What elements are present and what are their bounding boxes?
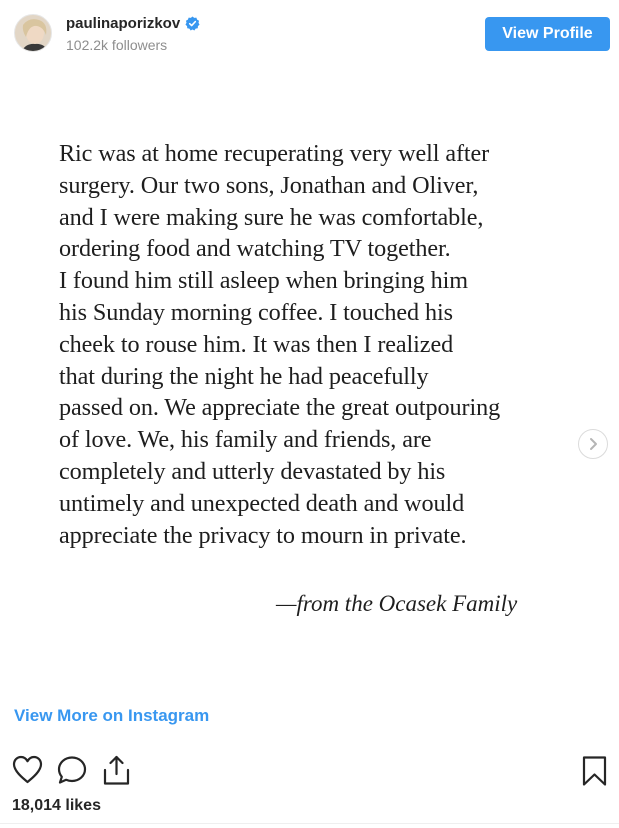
signature-text: —from the Ocasek Family xyxy=(276,591,518,616)
username[interactable]: paulinaporizkov xyxy=(66,15,181,32)
comment-icon[interactable] xyxy=(57,755,88,785)
post-header xyxy=(0,0,619,66)
action-bar xyxy=(0,750,619,790)
view-more-link[interactable]: View More on Instagram xyxy=(14,706,210,725)
post-image[interactable] xyxy=(0,66,619,694)
divider xyxy=(0,823,619,824)
verified-badge-icon xyxy=(185,16,200,31)
like-count[interactable]: 18,014 likes xyxy=(12,797,101,814)
share-icon[interactable] xyxy=(102,755,131,786)
chevron-right-icon xyxy=(587,437,599,451)
statement-text: Ric was at home recuperating very well after surgery. Our two sons, Jonathan and Oliver, and I were making sure he was comfortable, ordering food and watching TV together. I found him still asleep when bringing him his Sunday morning coffee. I touched his cheek to rouse him. It was then I realized that during the night he had peacefully passed on. We appreciate the great outpouring of love. We, his family and friends, are completely and utterly devastated by his untimely and unexpected death and would appreciate the privacy to mourn in private. xyxy=(59,140,501,549)
follower-count: 102.2k followers xyxy=(66,37,168,53)
carousel-next-button[interactable] xyxy=(578,429,608,459)
heart-icon[interactable] xyxy=(12,755,43,784)
bookmark-icon[interactable] xyxy=(581,755,608,787)
avatar[interactable] xyxy=(14,14,52,52)
username-row xyxy=(66,15,200,32)
view-profile-button[interactable]: View Profile xyxy=(485,17,610,51)
